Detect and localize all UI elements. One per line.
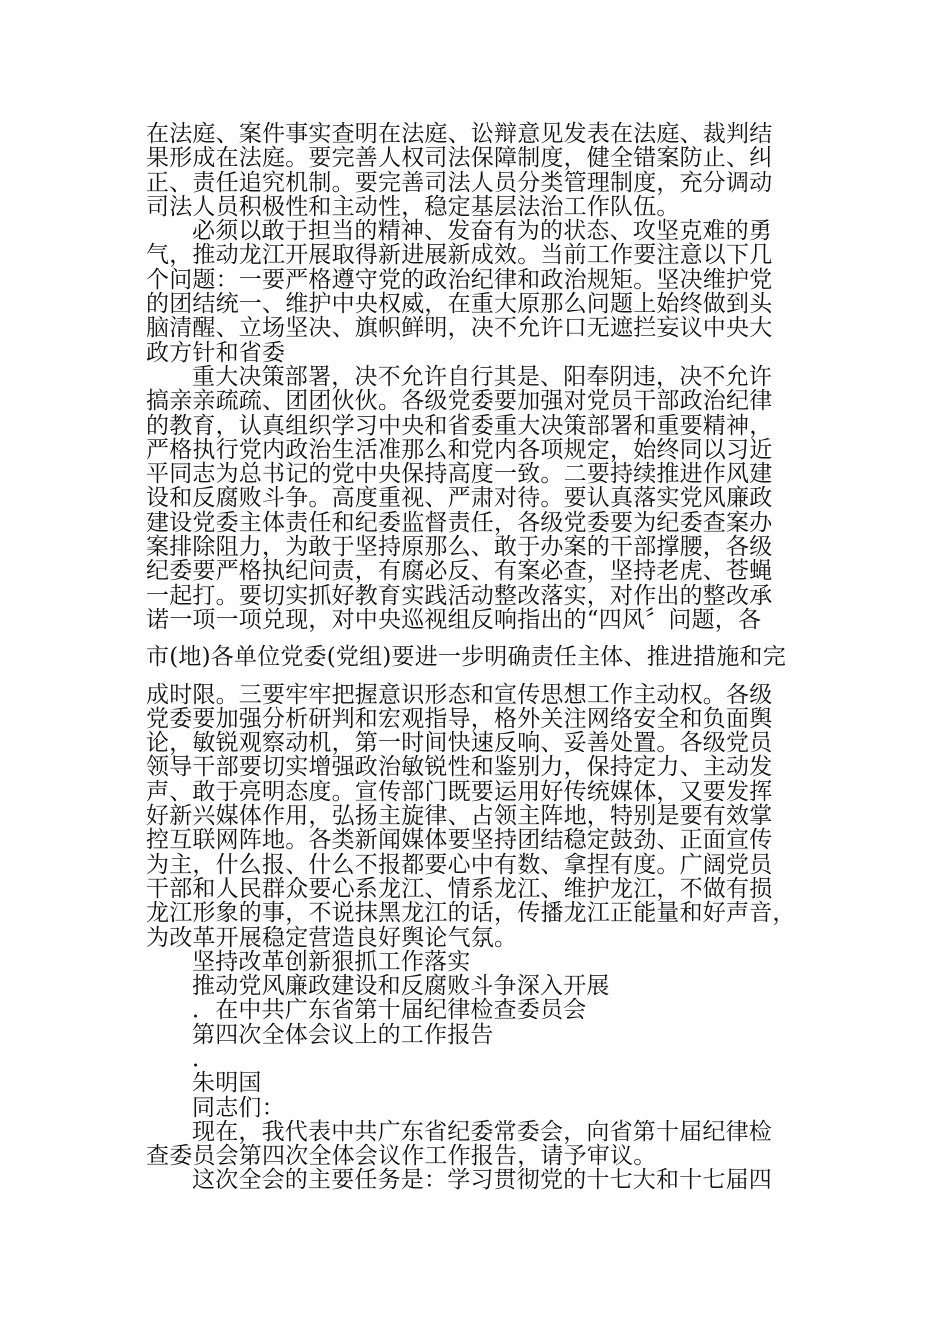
text-line: 正、责任追究机制。要完善司法人员分类管理制度，充分调动 xyxy=(146,169,773,196)
report-heading-line: ． xyxy=(192,1045,216,1072)
text-line: 干部和人民群众要心系龙江、情系龙江、维护龙江，不做有损 xyxy=(146,875,773,902)
text-line: 为改革开展稳定营造良好舆论气氛。 xyxy=(146,924,518,951)
text-line: 的团结统一、维护中央权威，在重大原那么问题上始终做到头 xyxy=(146,291,773,318)
text-line: 脑清醒、立场坚决、旗帜鲜明，决不允许口无遮拦妄议中央大 xyxy=(146,315,773,342)
report-heading-line: 坚持改革创新狠抓工作落实 xyxy=(192,948,471,975)
text-line: 成时限。三要牢牢把握意识形态和宣传思想工作主动权。各级 xyxy=(146,681,773,708)
document-page xyxy=(146,122,826,1193)
text-line: 个问题：一要严格遵守党的政治纪律和政治规矩。坚决维护党 xyxy=(146,266,773,293)
text-line: 论，敏锐观察动机，第一时间快速反响、妥善处置。各级党员 xyxy=(146,730,773,757)
text-line: 在法庭、案件事实查明在法庭、讼辩意见发表在法庭、裁判结 xyxy=(146,121,773,147)
report-heading-line: 第四次全体会议上的工作报告 xyxy=(192,1021,494,1048)
text-line: 市(地)各单位党委(党组)要进一步明确责任主体、推进措施和完 xyxy=(146,644,786,671)
report-heading-line: ．在中共广东省第十届纪律检查委员会 xyxy=(192,997,587,1024)
salutation: 同志们： xyxy=(192,1094,285,1121)
text-line: 纪委要严格执纪问责，有腐必反、有案必查，坚持老虎、苍蝇 xyxy=(146,558,773,585)
text-line: 果形成在法庭。要完善人权司法保障制度，健全错案防止、纠 xyxy=(146,145,773,172)
text-line: 控互联网阵地。各类新闻媒体要坚持团结稳定鼓劲、正面宣传 xyxy=(146,827,773,854)
paragraph-first-line: 这次全会的主要任务是：学习贯彻党的十七大和十七届四 xyxy=(192,1167,772,1194)
author-name: 朱明国 xyxy=(192,1070,262,1097)
text-line: 声、敢于亮明态度。宣传部门既要运用好传统媒体，又要发挥 xyxy=(146,778,773,805)
text-line: 龙江形象的事，不说抹黑龙江的话，传播龙江正能量和好声音， xyxy=(146,900,796,927)
paragraph-first-line: 现在，我代表中共广东省纪委常委会，向省第十届纪律检 xyxy=(192,1118,772,1145)
text-line: 平同志为总书记的党中央保持高度一致。二要持续推进作风建 xyxy=(146,461,773,488)
text-line: 搞亲亲疏疏、团团伙伙。各级党委要加强对党员干部政治纪律 xyxy=(146,388,773,415)
text-line: 气，推动龙江开展取得新进展新成效。当前工作要注意以下几 xyxy=(146,242,773,269)
text-line: 领导干部要切实增强政治敏锐性和鉴别力，保持定力、主动发 xyxy=(146,754,773,781)
text-line: 设和反腐败斗争。高度重视、严肃对待。要认真落实党风廉政 xyxy=(146,485,773,512)
text-line: 查委员会第四次全体会议作工作报告，请予审议。 xyxy=(146,1143,657,1170)
text-line: 的教育，认真组织学习中央和省委重大决策部署和重要精神， xyxy=(146,412,773,439)
text-line: 案排除阻力，为敢于坚持原那么、敢于办案的干部撑腰，各级 xyxy=(146,534,773,561)
paragraph-first-line: 必须以敢于担当的精神、发奋有为的状态、攻坚克难的勇 xyxy=(192,218,772,245)
report-heading-line: 推动党风廉政建设和反腐败斗争深入开展 xyxy=(192,973,610,1000)
text-line: 诺一项一项兑现，对中央巡视组反响指出的“四风〞问题，各 xyxy=(146,606,762,633)
text-line: 政方针和省委 xyxy=(146,339,286,366)
text-line: 为主，什么报、什么不报都要心中有数、拿捏有度。广阔党员 xyxy=(146,851,773,878)
text-line: 一起打。要切实抓好教育实践活动整改落实，对作出的整改承 xyxy=(146,582,773,609)
text-line: 严格执行党内政治生活准那么和党内各项规定，始终同以习近 xyxy=(146,436,773,463)
text-line: 司法人员积极性和主动性，稳定基层法治工作队伍。 xyxy=(146,193,680,220)
text-line: 好新兴媒体作用，弘扬主旋律、占领主阵地，特别是要有效掌 xyxy=(146,803,773,830)
text-line: 党委要加强分析研判和宏观指导，格外关注网络安全和负面舆 xyxy=(146,705,773,732)
text-line: 建设党委主体责任和纪委监督责任，各级党委要为纪委查案办 xyxy=(146,509,773,536)
paragraph-first-line: 重大决策部署，决不允许自行其是、阳奉阴违，决不允许 xyxy=(192,363,772,390)
